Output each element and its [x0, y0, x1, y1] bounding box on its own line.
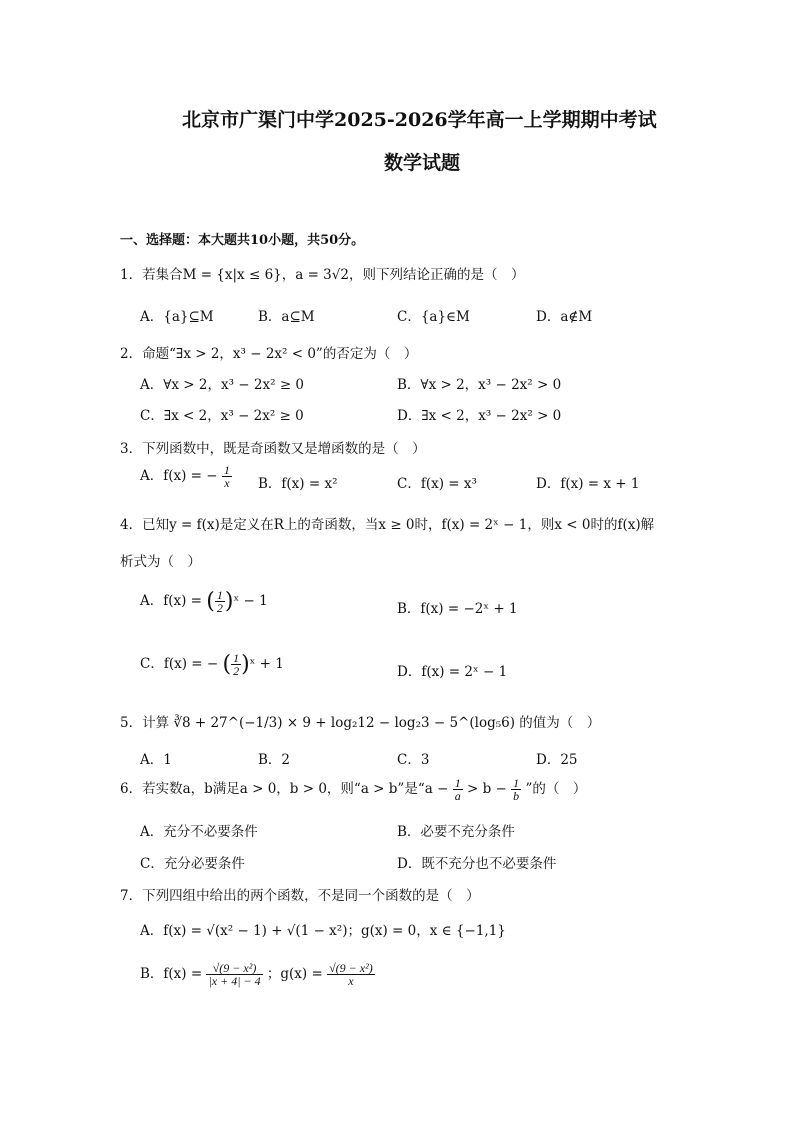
- question-6-stem-suffix: ”的（ ）: [525, 781, 587, 797]
- fraction-denominator: 2: [216, 601, 223, 615]
- question-1-option-c: C．{a}∈M: [397, 309, 470, 325]
- fraction-denominator: x: [348, 974, 354, 988]
- fraction-numerator: 1: [233, 651, 240, 665]
- fraction-denominator: a: [454, 789, 461, 803]
- question-4-option-d: D．f(x) = 2ˣ − 1: [397, 664, 508, 680]
- question-2-option-a: A．∀x > 2，x³ − 2x² ≥ 0: [140, 377, 305, 393]
- question-7-option-b-prefix: B．f(x) =: [140, 966, 203, 982]
- question-7-option-b: [140, 962, 375, 987]
- fraction-denominator: 2: [233, 664, 240, 678]
- question-3-option-a: [140, 464, 232, 489]
- fraction-numerator: 1: [223, 463, 230, 477]
- fraction-numerator: √(9 − x²): [329, 961, 373, 975]
- question-4-stem-cont: 析式为（ ）: [120, 554, 201, 570]
- left-paren: (: [222, 652, 232, 677]
- question-4-option-c-fraction: [231, 652, 241, 677]
- question-6-option-a: A．充分不必要条件: [140, 824, 258, 840]
- question-4-option-a-prefix: A．f(x) =: [140, 593, 202, 609]
- page-title: 北京市广渠门中学2025-2026学年高一上学期期中考试: [182, 109, 657, 131]
- fraction-denominator: |x + 4| − 4: [208, 974, 261, 988]
- question-2-option-b: B．∀x > 2，x³ − 2x² > 0: [397, 377, 562, 393]
- question-4-stem: 4．已知y = f(x)是定义在R上的奇函数，当x ≥ 0时，f(x) = 2ˣ − 1，则x < 0时的f(x)解: [120, 517, 655, 533]
- question-5-stem: 5．计算 ∛8 + 27^(−1/3) × 9 + log₂12 − log₂3 − 5^(log₅6) 的值为（ ）: [120, 715, 601, 731]
- question-3-option-b: B．f(x) = x²: [258, 476, 338, 492]
- question-4-option-c-suffix: ˣ + 1: [249, 656, 284, 672]
- question-2-stem: 2．命题“∃x > 2，x³ − 2x² < 0”的否定为（ ）: [120, 346, 418, 362]
- question-6-option-c: C．充分必要条件: [140, 856, 245, 872]
- question-4-option-c: [140, 652, 284, 677]
- question-1-stem: 1．若集合M = {x|x ≤ 6}，a = 3√2，则下列结论正确的是（ ）: [120, 267, 525, 283]
- question-5-option-b: B．2: [258, 752, 291, 768]
- question-6-stem: [120, 777, 586, 802]
- question-2-option-c: C．∃x < 2，x³ − 2x² ≥ 0: [140, 408, 304, 424]
- question-4-option-b: B．f(x) = −2ˣ + 1: [397, 601, 518, 617]
- question-7-option-b-middle: ；g(x) =: [266, 966, 323, 982]
- fraction-denominator: b: [513, 789, 520, 803]
- question-1-option-b: B．a⊆M: [258, 309, 315, 325]
- question-5-option-d: D．25: [536, 752, 578, 768]
- question-6-fraction-b: [511, 777, 521, 802]
- question-3-option-d: D．f(x) = x + 1: [536, 476, 640, 492]
- page-subtitle: 数学试题: [384, 152, 461, 174]
- question-3-stem: 3．下列函数中，既是奇函数又是增函数的是（ ）: [120, 441, 426, 457]
- question-7-option-b-fraction-g: [327, 962, 375, 987]
- question-7-stem: 7．下列四组中给出的两个函数，不是同一个函数的是（ ）: [120, 888, 480, 904]
- question-1-option-d: D．a∉M: [536, 309, 593, 325]
- question-4-option-a-fraction: [215, 589, 225, 614]
- fraction-denominator: x: [224, 476, 230, 490]
- question-6-option-d: D．既不充分也不必要条件: [397, 856, 557, 872]
- fraction-numerator: 1: [454, 776, 461, 790]
- question-5-option-c: C．3: [397, 752, 430, 768]
- question-3-option-a-fraction: [222, 464, 232, 489]
- section-heading: 一、选择题：本大题共10小题，共50分。: [120, 233, 365, 248]
- question-4-option-c-prefix: C．f(x) = −: [140, 656, 219, 672]
- fraction-numerator: 1: [513, 776, 520, 790]
- question-4-option-a-suffix: ˣ − 1: [233, 593, 268, 609]
- question-5-option-a: A．1: [140, 752, 172, 768]
- question-6-stem-prefix: 6．若实数a，b满足a > 0，b > 0，则“a > b”是“a −: [120, 781, 449, 797]
- question-3-option-c: C．f(x) = x³: [397, 476, 477, 492]
- question-6-fraction-a: [453, 777, 463, 802]
- right-paren: ): [241, 652, 250, 677]
- question-1-option-a: A．{a}⊆M: [140, 309, 214, 325]
- question-4-option-a: [140, 589, 268, 614]
- fraction-numerator: √(9 − x²): [206, 962, 262, 975]
- question-3-option-a-prefix: A．f(x) = −: [140, 468, 218, 484]
- right-paren: ): [224, 589, 234, 614]
- fraction-numerator: 1: [216, 588, 223, 602]
- question-6-option-b: B．必要不充分条件: [397, 824, 515, 840]
- left-paren: (: [206, 589, 215, 614]
- question-2-option-d: D．∃x < 2，x³ − 2x² > 0: [397, 408, 562, 424]
- question-7-option-a: A．f(x) = √(x² − 1) + √(1 − x²)；g(x) = 0，x ∈ {−1,1}: [140, 923, 506, 939]
- question-6-stem-middle: > b −: [466, 781, 507, 797]
- question-7-option-b-fraction-f: [206, 962, 262, 987]
